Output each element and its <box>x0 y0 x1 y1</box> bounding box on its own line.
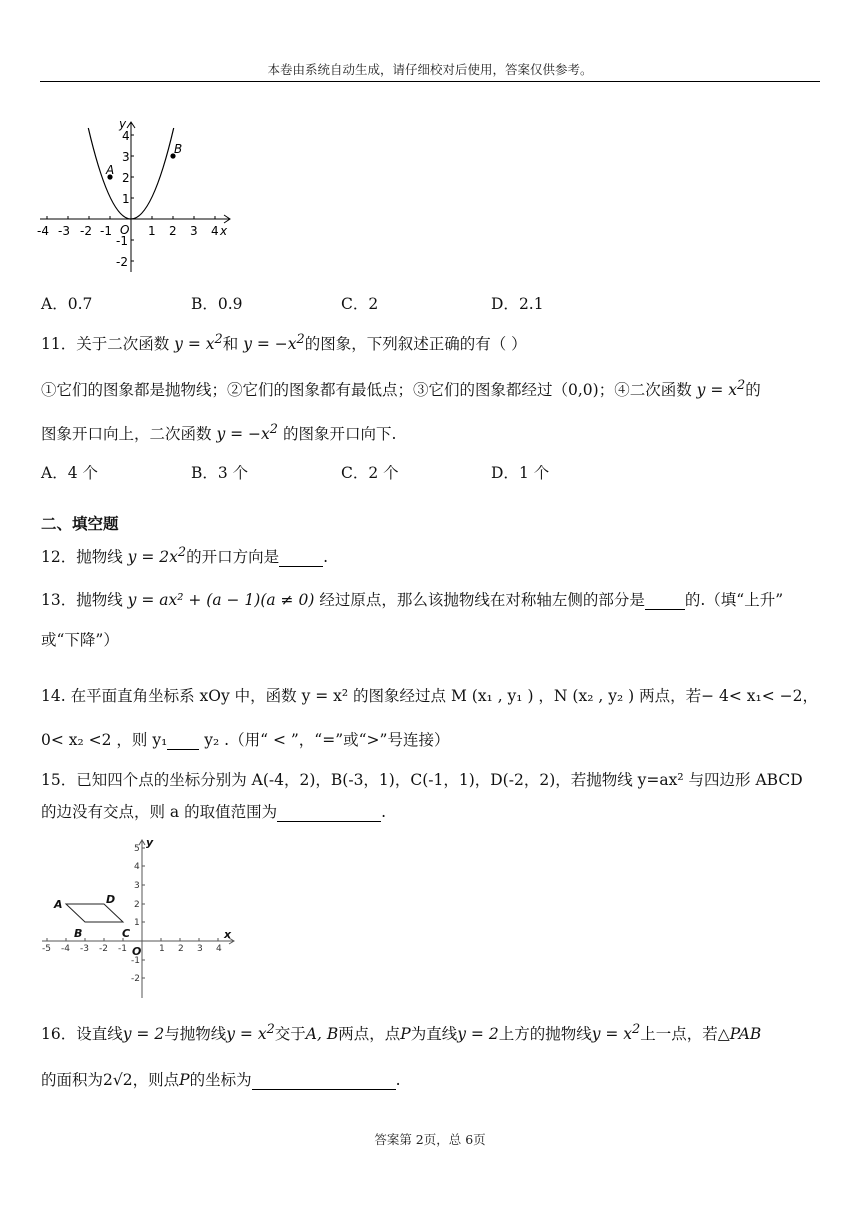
q15-line1: 15．已知四个点的坐标分别为 A(-4，2)，B(-3，1)，C(-1，1)，D(-2，2)，若抛物线 y=ax² 与四边形 ABCD <box>41 771 803 789</box>
q14-line2-start: 0< x₂ <2 ，则 y₁ <box>41 731 168 749</box>
q11-formula-2: $y = -x^2$ <box>243 332 305 354</box>
q16-line1 <box>41 1022 761 1044</box>
q12-end: . <box>323 548 329 567</box>
section-title: 二、填空题 <box>41 514 119 533</box>
q13-formula: y = ax² + (a − 1)(a ≠ 0) <box>127 591 315 609</box>
q16-area: 2√2 <box>103 1071 133 1089</box>
option-value: 1 个 <box>518 464 550 482</box>
option-letter: B． <box>191 295 218 313</box>
q16-text: 为直线 <box>410 1025 458 1044</box>
q10-option-c <box>341 292 378 314</box>
q11-option-b <box>191 461 248 483</box>
q14-line2 <box>41 728 449 750</box>
q16-parabola-eq: $y = x^2$ <box>226 1022 275 1044</box>
origin-label: O <box>120 223 130 237</box>
y-tick-label: 2 <box>134 900 140 910</box>
option-value: 3 个 <box>217 464 249 482</box>
x-tick-label: -4 <box>61 944 70 954</box>
q16-text: 上方的抛物线 <box>498 1025 592 1044</box>
y-tick-label: 2 <box>122 171 130 185</box>
x-tick-label: -1 <box>100 224 112 238</box>
q11-formula-4: $y = -x^2$ <box>216 422 278 444</box>
y-tick-label: -1 <box>116 234 128 248</box>
quadrilateral-abcd <box>66 904 123 922</box>
q11-option-d <box>491 461 549 483</box>
q13-prefix: 13．抛物线 <box>41 591 123 609</box>
q16-text: 的坐标为 <box>189 1071 252 1089</box>
q11-statements: ①它们的图象都是抛物线；②它们的图象都有最低点；③它们的图象都经过（0,0)；④二次函数 $y = x^2$的 <box>41 378 761 400</box>
y-tick-label: 1 <box>134 918 140 928</box>
option-letter: B． <box>191 464 218 482</box>
x-tick-label: 4 <box>211 224 219 238</box>
q16-point-p: P <box>179 1071 190 1089</box>
q11-formula-3: $y = x^2$ <box>696 378 746 400</box>
x-tick-label: 2 <box>169 224 177 238</box>
point-b-label: B <box>174 142 183 156</box>
q11-stem <box>41 332 527 354</box>
q11-prefix: 11．关于二次函数 <box>41 335 170 354</box>
q12-suffix: 的开口方向是 <box>186 548 280 567</box>
q10-option-d <box>491 292 544 314</box>
q16-triangle: △PAB <box>717 1025 762 1044</box>
option-letter: A． <box>41 464 68 482</box>
y-tick-label: 1 <box>122 192 130 206</box>
option-value: 0.7 <box>67 295 93 313</box>
q16-text: 的面积为 <box>41 1071 104 1089</box>
q16-text: ，则点 <box>132 1071 180 1089</box>
x-tick-label: -5 <box>42 944 51 954</box>
x-tick-label: 2 <box>178 944 184 954</box>
q16-prefix: 16．设直线 <box>41 1025 123 1044</box>
option-letter: D． <box>491 464 519 482</box>
q12-formula: $y = 2x^2$ <box>127 545 187 567</box>
x-tick-label: -1 <box>118 944 127 954</box>
option-letter: D． <box>491 295 519 313</box>
q13-suffix: 经过原点，那么该抛物线在对称轴左侧的部分是 <box>319 591 645 609</box>
q11-option-c <box>341 461 399 483</box>
page-footer: 答案第 2页，总 6页 <box>374 1132 486 1147</box>
vertex-c-label: C <box>122 927 131 940</box>
q15-answer-blank <box>277 803 381 822</box>
q12-answer-blank <box>279 548 323 567</box>
q16-answer-blank <box>252 1071 396 1090</box>
x-tick-label: 3 <box>190 224 198 238</box>
q10-parabola-figure <box>36 114 236 276</box>
q15-line2-text: 的边没有交点，则 a 的取值范围为 <box>41 803 278 821</box>
x-tick-label: 4 <box>216 944 222 954</box>
y-tick-label: 3 <box>122 150 130 164</box>
x-tick-label: 1 <box>159 944 165 954</box>
q16-line-eq: y = 2 <box>457 1025 499 1044</box>
origin-label: O <box>132 945 142 958</box>
point-a-label: A <box>106 163 115 177</box>
q11-line3-end: 的图象开口向下. <box>282 425 397 444</box>
q11-statements-cont <box>41 422 396 444</box>
q16-end: . <box>395 1071 401 1089</box>
x-axis-label: x <box>224 928 232 941</box>
q16-text: 与抛物线 <box>164 1025 227 1044</box>
q12-stem <box>41 545 328 567</box>
q16-text: 交于 <box>274 1025 306 1044</box>
x-axis-label: x <box>220 224 228 238</box>
q10-option-b <box>191 292 243 314</box>
q13-line2: 或“下降”） <box>41 631 119 649</box>
y-tick-label: 4 <box>134 862 140 872</box>
option-value: 2.1 <box>518 295 544 313</box>
x-tick-label: 1 <box>148 224 156 238</box>
q16-line2 <box>41 1068 401 1090</box>
option-value: 0.9 <box>217 295 243 313</box>
q11-statements-text: ①它们的图象都是抛物线；②它们的图象都有最低点；③它们的图象都经过（0,0)；④二次函数 <box>41 381 692 400</box>
option-letter: C． <box>341 295 369 313</box>
option-value: 4 个 <box>67 464 98 482</box>
option-letter: A． <box>41 295 68 313</box>
header-rule <box>40 81 820 82</box>
q16-text: 两点，点 <box>338 1025 401 1044</box>
y-tick-label: -2 <box>116 255 128 269</box>
q15-quadrilateral-figure <box>38 834 242 1002</box>
q11-option-a <box>41 461 98 483</box>
page-header: 本卷由系统自动生成，请仔细校对后使用，答案仅供参考。 <box>267 62 593 77</box>
q10-option-a <box>41 292 92 314</box>
q16-text: 上一点，若 <box>640 1025 718 1044</box>
q11-and: 和 <box>222 335 239 354</box>
q15-line2 <box>41 800 386 822</box>
q16-points: A, B <box>305 1025 339 1044</box>
q16-point-p: P <box>400 1025 411 1044</box>
y-axis-label: y <box>146 836 154 849</box>
q16-line-eq: y = 2 <box>122 1025 165 1044</box>
y-tick-label: -2 <box>131 974 140 984</box>
x-tick-label: -4 <box>37 224 49 238</box>
option-letter: C． <box>341 464 369 482</box>
option-value: 2 <box>368 295 379 313</box>
q13-answer-blank <box>645 591 685 610</box>
q14-line2-end: y₂ .（用“ < ”，“=”或“>”号连接） <box>204 731 450 749</box>
q12-prefix: 12．抛物线 <box>41 548 123 567</box>
q14-answer-blank <box>167 731 199 750</box>
vertex-a-label: A <box>54 898 63 911</box>
y-tick-label: 5 <box>134 844 140 854</box>
y-tick-label: -1 <box>131 956 140 966</box>
vertex-d-label: D <box>106 893 116 906</box>
vertex-b-label: B <box>74 927 83 940</box>
y-tick-label: 4 <box>122 129 130 143</box>
q15-end: . <box>381 803 387 821</box>
x-tick-label: -2 <box>80 224 92 238</box>
x-tick-label: -3 <box>58 224 70 238</box>
option-value: 2 个 <box>368 464 399 482</box>
q14-line1: 14. 在平面直角坐标系 xOy 中，函数 y = x² 的图象经过点 M (x₁ , y₁ ) ，N (x₂ , y₂ ) 两点，若− 4< x₁< −2， <box>41 687 818 705</box>
q11-line3-text: 图象开口向上，二次函数 <box>41 425 212 444</box>
x-tick-label: 3 <box>197 944 203 954</box>
y-tick-label: 3 <box>134 881 140 891</box>
q13-end: 的.（填“上升” <box>684 591 784 609</box>
q13-stem <box>41 588 783 610</box>
x-tick-label: -2 <box>99 944 108 954</box>
q11-suffix: 的图象，下列叙述正确的有（ ） <box>304 335 527 354</box>
y-axis-label: y <box>119 117 127 131</box>
x-tick-label: -3 <box>80 944 89 954</box>
q16-parabola-eq: $y = x^2$ <box>591 1022 641 1044</box>
q11-formula-1: $y = x^2$ <box>174 332 223 354</box>
